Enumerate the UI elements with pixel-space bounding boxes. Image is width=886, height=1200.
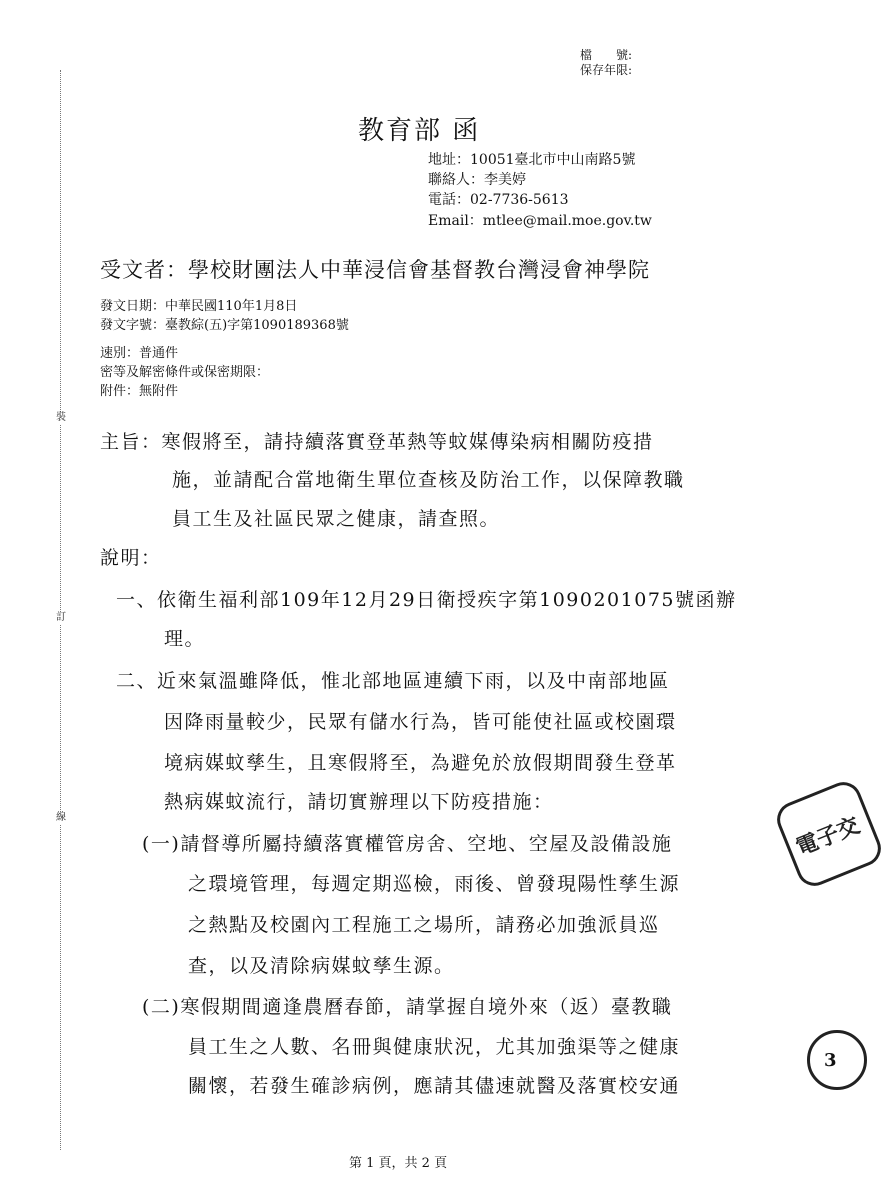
file-number-label: 檔 號: bbox=[580, 48, 633, 62]
recipient-line: 受文者：學校財團法人中華浸信會基督教台灣浸會神學院 bbox=[100, 258, 650, 282]
item-2-line-4: 熱病媒蚊流行，請切實辦理以下防疫措施： bbox=[164, 791, 554, 813]
item-1-line-1: 一、依衛生福利部109年12月29日衛授疾字第1090201075號函辦 bbox=[116, 589, 737, 611]
document-title: 教育部 函 bbox=[358, 116, 481, 146]
item-2-line-3: 境病媒蚊孳生，且寒假將至，為避免於放假期間發生登革 bbox=[164, 752, 677, 774]
page-seal-stamp bbox=[807, 1030, 867, 1090]
subitem-1-line-1: (一)請督導所屬持續落實權管房舍、空地、空屋及設備設施 bbox=[142, 833, 673, 855]
contact-person: 聯絡人：李美婷 bbox=[428, 172, 526, 188]
seal-number: 3 bbox=[824, 1049, 837, 1071]
subitem-2-line-2: 員工生之人數、名冊與健康狀況，尤其加強渠等之健康 bbox=[188, 1036, 681, 1058]
page-footer: 第 1 頁，共 2 頁 bbox=[349, 1156, 448, 1171]
item-2-line-2: 因降雨量較少，民眾有儲水行為，皆可能使社區或校園環 bbox=[164, 711, 677, 733]
subject-line-1: 主旨：寒假將至，請持續落實登革熱等蚊媒傳染病相關防疫措 bbox=[100, 431, 654, 453]
attachment-info: 附件：無附件 bbox=[100, 384, 179, 399]
issue-date: 發文日期：中華民國110年1月8日 bbox=[100, 299, 298, 314]
explanation-heading: 說明： bbox=[100, 547, 162, 569]
subject-line-3: 員工生及社區民眾之健康，請查照。 bbox=[172, 508, 501, 530]
binding-mark-zhuang: 裝 bbox=[56, 412, 66, 423]
retention-period-label: 保存年限: bbox=[580, 63, 633, 77]
subitem-1-line-4: 查，以及清除病媒蚊孳生源。 bbox=[188, 955, 455, 977]
contact-address: 地址：10051臺北市中山南路5號 bbox=[428, 152, 636, 168]
binding-mark-ding: 訂 bbox=[56, 612, 66, 623]
electronic-exchange-stamp bbox=[772, 777, 886, 892]
secrecy-level: 密等及解密條件或保密期限： bbox=[100, 365, 270, 380]
item-1-line-2: 理。 bbox=[164, 628, 206, 650]
delivery-speed: 速別：普通件 bbox=[100, 346, 179, 361]
subitem-2-line-3: 關懷，若發生確診病例，應請其儘速就醫及落實校安通 bbox=[188, 1075, 681, 1097]
subitem-1-line-2: 之環境管理，每週定期巡檢，雨後、曾發現陽性孳生源 bbox=[188, 873, 681, 895]
document-number: 發文字號：臺教綜(五)字第1090189368號 bbox=[100, 318, 349, 333]
binding-mark-xian: 線 bbox=[56, 812, 66, 823]
subject-line-2: 施，並請配合當地衛生單位查核及防治工作，以保障教職 bbox=[172, 469, 685, 491]
subitem-1-line-3: 之熱點及校園內工程施工之場所，請務必加強派員巡 bbox=[188, 914, 660, 936]
subitem-2-line-1: (二)寒假期間適逢農曆春節，請掌握自境外來（返）臺教職 bbox=[142, 996, 673, 1018]
item-2-line-1: 二、近來氣溫雖降低，惟北部地區連續下雨，以及中南部地區 bbox=[116, 670, 670, 692]
contact-email: Email：mtlee@mail.moe.gov.tw bbox=[428, 213, 652, 229]
contact-phone: 電話：02-7736-5613 bbox=[428, 192, 569, 208]
stamp-text: 電子交 bbox=[792, 811, 864, 861]
binding-line bbox=[60, 70, 61, 1150]
